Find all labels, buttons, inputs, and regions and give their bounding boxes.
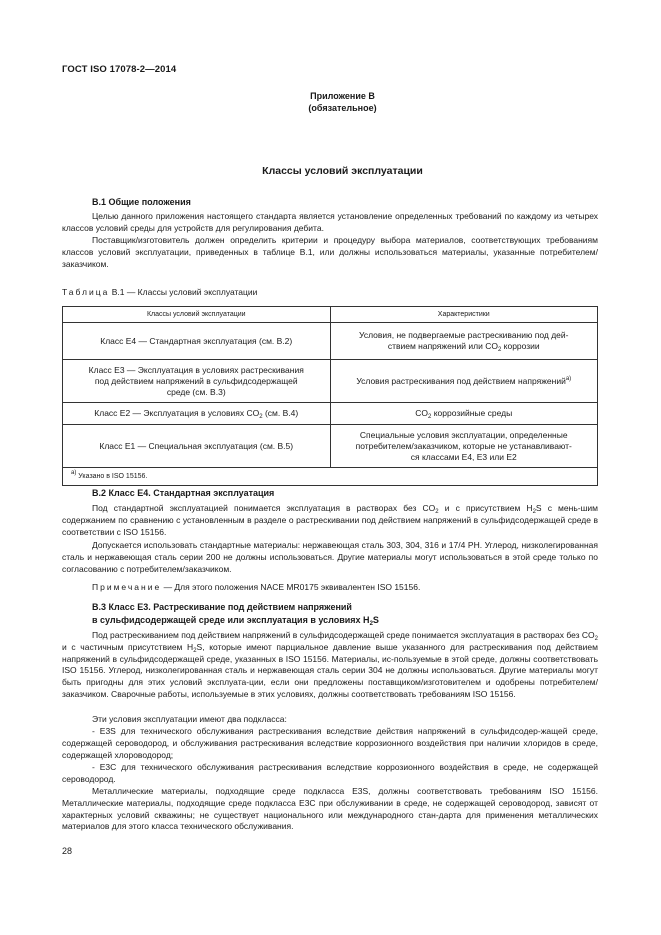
paragraph-b3-1	[62, 630, 598, 701]
cell-text: под действием напряжений в сульфидсодержащей	[94, 375, 298, 386]
subscript: 2	[369, 621, 373, 627]
cell-text: ствием напряжений или CO	[387, 341, 498, 351]
cell-text: Класс E4 — Стандартная эксплуатация (см. В.2)	[100, 335, 293, 346]
table-cell	[330, 360, 598, 403]
subscript: 2	[259, 414, 263, 420]
subscript: 2	[594, 636, 598, 642]
paragraph-b1-1: Целью данного приложения настоящего стандарта является установление определенных требований по каждому из четырех классов условий среды для устройств для регулирования дебита.	[62, 211, 598, 233]
table-caption-text: В.1 — Классы условий эксплуатации	[111, 287, 258, 297]
table-cell	[330, 403, 598, 425]
cell-text: (см. В.4)	[262, 408, 299, 418]
section-heading-b2: В.2 Класс E4. Стандартная эксплуатация	[92, 488, 275, 498]
service-classes-table	[62, 306, 598, 486]
cell-text: среде (см. В.3)	[166, 386, 226, 397]
paragraph-b3-4: - E3C для технического обслуживания растрескивания вследствие коррозионного воздействия в среде, не содержащей сероводород.	[62, 762, 598, 784]
table-row	[63, 403, 598, 425]
text-run: и с присутствием H	[438, 503, 533, 513]
cell-text: Условия, не подвергаемые растрескиванию под дей-	[359, 330, 569, 340]
table-header-cell: Классы условий эксплуатации	[63, 307, 331, 323]
table-row	[63, 425, 598, 468]
note	[62, 582, 598, 594]
table-cell	[63, 323, 331, 360]
table-cell	[63, 425, 331, 468]
cell-text: Класс E2 — Эксплуатация в условиях CO	[94, 408, 260, 418]
appendix-status: (обязательное)	[308, 103, 377, 113]
heading-text: S	[372, 615, 379, 625]
cell-text: Класс E3 — Эксплуатация в условиях растрескивания	[88, 364, 304, 375]
table-row	[63, 323, 598, 360]
section-heading-b1: В.1 Общие положения	[92, 197, 191, 207]
appendix-title: Приложение В	[310, 91, 375, 101]
subscript: 2	[435, 509, 439, 515]
subscript: 2	[497, 347, 502, 353]
table-footnote	[63, 468, 598, 486]
paragraph-b3-3: - E3S для технического обслуживания растрескивания вследствие действия напряжений в сульфидсодер-жащей среде, содержащей сероводород, и обслуживания растрескивания вследствие коррозионного воздействия при наличии хлоридов в среде, содержащей хлороводород;	[62, 726, 598, 760]
footnote-mark: a)	[71, 470, 77, 476]
cell-text: ся классами E4, E3 или E2	[410, 451, 517, 462]
text-run: S, которые имеют парциальное давление выше указанного для растрескивания под действием напряжений в сульфидсодержащей среде, указанных в ISO 15156. Материалы, ис-пользуемые в этой среде, должны соответствовать ISO 15156. Углерод, низколегированная сталь и нержавеющая сталь серии 304 не должны использоваться. Другие материалы могут быть пригодны для этих условий эксплуата-ции, если они предложены поставщиком/изготовителем и одобрены потребителем/заказчиком. Сварочные работы, используемые в этих условиях, должны соответствовать требованиям ISO 15156.	[62, 641, 599, 699]
table-caption	[62, 287, 257, 297]
cell-text: коррозийные среды	[431, 408, 513, 418]
table-header-cell: Характеристики	[330, 307, 598, 323]
table-footnote-row	[63, 468, 598, 486]
heading-text: в сульфидсодержащей среде или эксплуатация в условиях H	[92, 615, 370, 625]
document-id: ГОСТ ISO 17078-2—2014	[62, 64, 177, 75]
subscript: 2	[428, 414, 432, 420]
note-label: Примечание	[92, 582, 162, 592]
page-number: 28	[62, 846, 73, 856]
table-cell	[330, 323, 598, 360]
subscript: 2	[193, 647, 197, 654]
paragraph-b1-2: Поставщик/изготовитель должен определить критерии и процедуру выбора материалов, соответствующих требованиям классов условий эксплуатации, приведенных в таблице В.1, или должны использоваться материалы, указанные потребителем/заказчиком.	[62, 235, 598, 269]
table-caption-label: Таблица	[62, 287, 110, 297]
paragraph-b3-5: Металлические материалы, подходящие среде подкласса E3S, должны соответствовать требованиям ISO 15156. Металлические материалы, подходящие среде подкласса E3C при обслуживании в среде, не содержащей сероводород, зависят от характерных условий скважины; не существует национального или международного стан-дарта для применения металлических материалов для этого класса технического обслуживания.	[62, 786, 598, 832]
table-cell	[330, 425, 598, 468]
text-run: S с мень-шим содержанием по сравнению с установленным в разделе о растрескивании под действием напряжений в сульфидсодержащей среде в соответствии с ISO 15156.	[62, 503, 598, 537]
text-run: Под растрескиванием под действием напряжений в сульфидсодержащей среде понимается эксплуатация в растворах без CO	[92, 630, 595, 640]
footnote-text: Указано в ISO 15156.	[76, 473, 148, 480]
note-text: — Для этого положения NACE MR0175 эквивалентен ISO 15156.	[161, 582, 421, 592]
paragraph-b3-2: Эти условия эксплуатации имеют два подкласса:	[92, 714, 287, 724]
section-heading-b3-line2	[92, 615, 379, 625]
paragraph-b2-2: Допускается использовать стандартные материалы: нержавеющая сталь 303, 304, 316 и 17/4 PH. Углерод, низколегированная сталь и нержавеющая сталь серии 200 не должны использоваться. Другие материалы могут использоваться в этой среде только по согласованию с потребителем/заказчиком.	[62, 540, 598, 574]
cell-text: Класс E1 — Специальная эксплуатация (см. В.5)	[99, 440, 294, 451]
text-run: и с частичным присутствием H	[62, 641, 194, 652]
table-row	[63, 360, 598, 403]
page-title: Классы условий эксплуатации	[262, 165, 423, 177]
section-heading-b3-line1: В.3 Класс E3. Растрескивание под действием напряжений	[92, 602, 352, 612]
cell-text: коррозии	[501, 341, 540, 351]
table-header-row	[63, 307, 598, 323]
cell-text: Условия растрескивания под действием напряжений	[356, 375, 566, 386]
cell-text: Специальные условия эксплуатации, определенные	[359, 429, 568, 440]
paragraph-b2-1	[62, 503, 598, 538]
cell-text: CO	[415, 408, 429, 418]
table-cell	[63, 360, 331, 403]
subscript: 2	[532, 509, 536, 515]
text-run: Под стандартной эксплуатацией понимается эксплуатация в растворах без CO	[92, 503, 436, 513]
footnote-ref: a)	[565, 375, 572, 382]
cell-text: потребителем/заказчиком, которые не устанавливают-	[355, 440, 572, 451]
table-cell	[63, 403, 331, 425]
